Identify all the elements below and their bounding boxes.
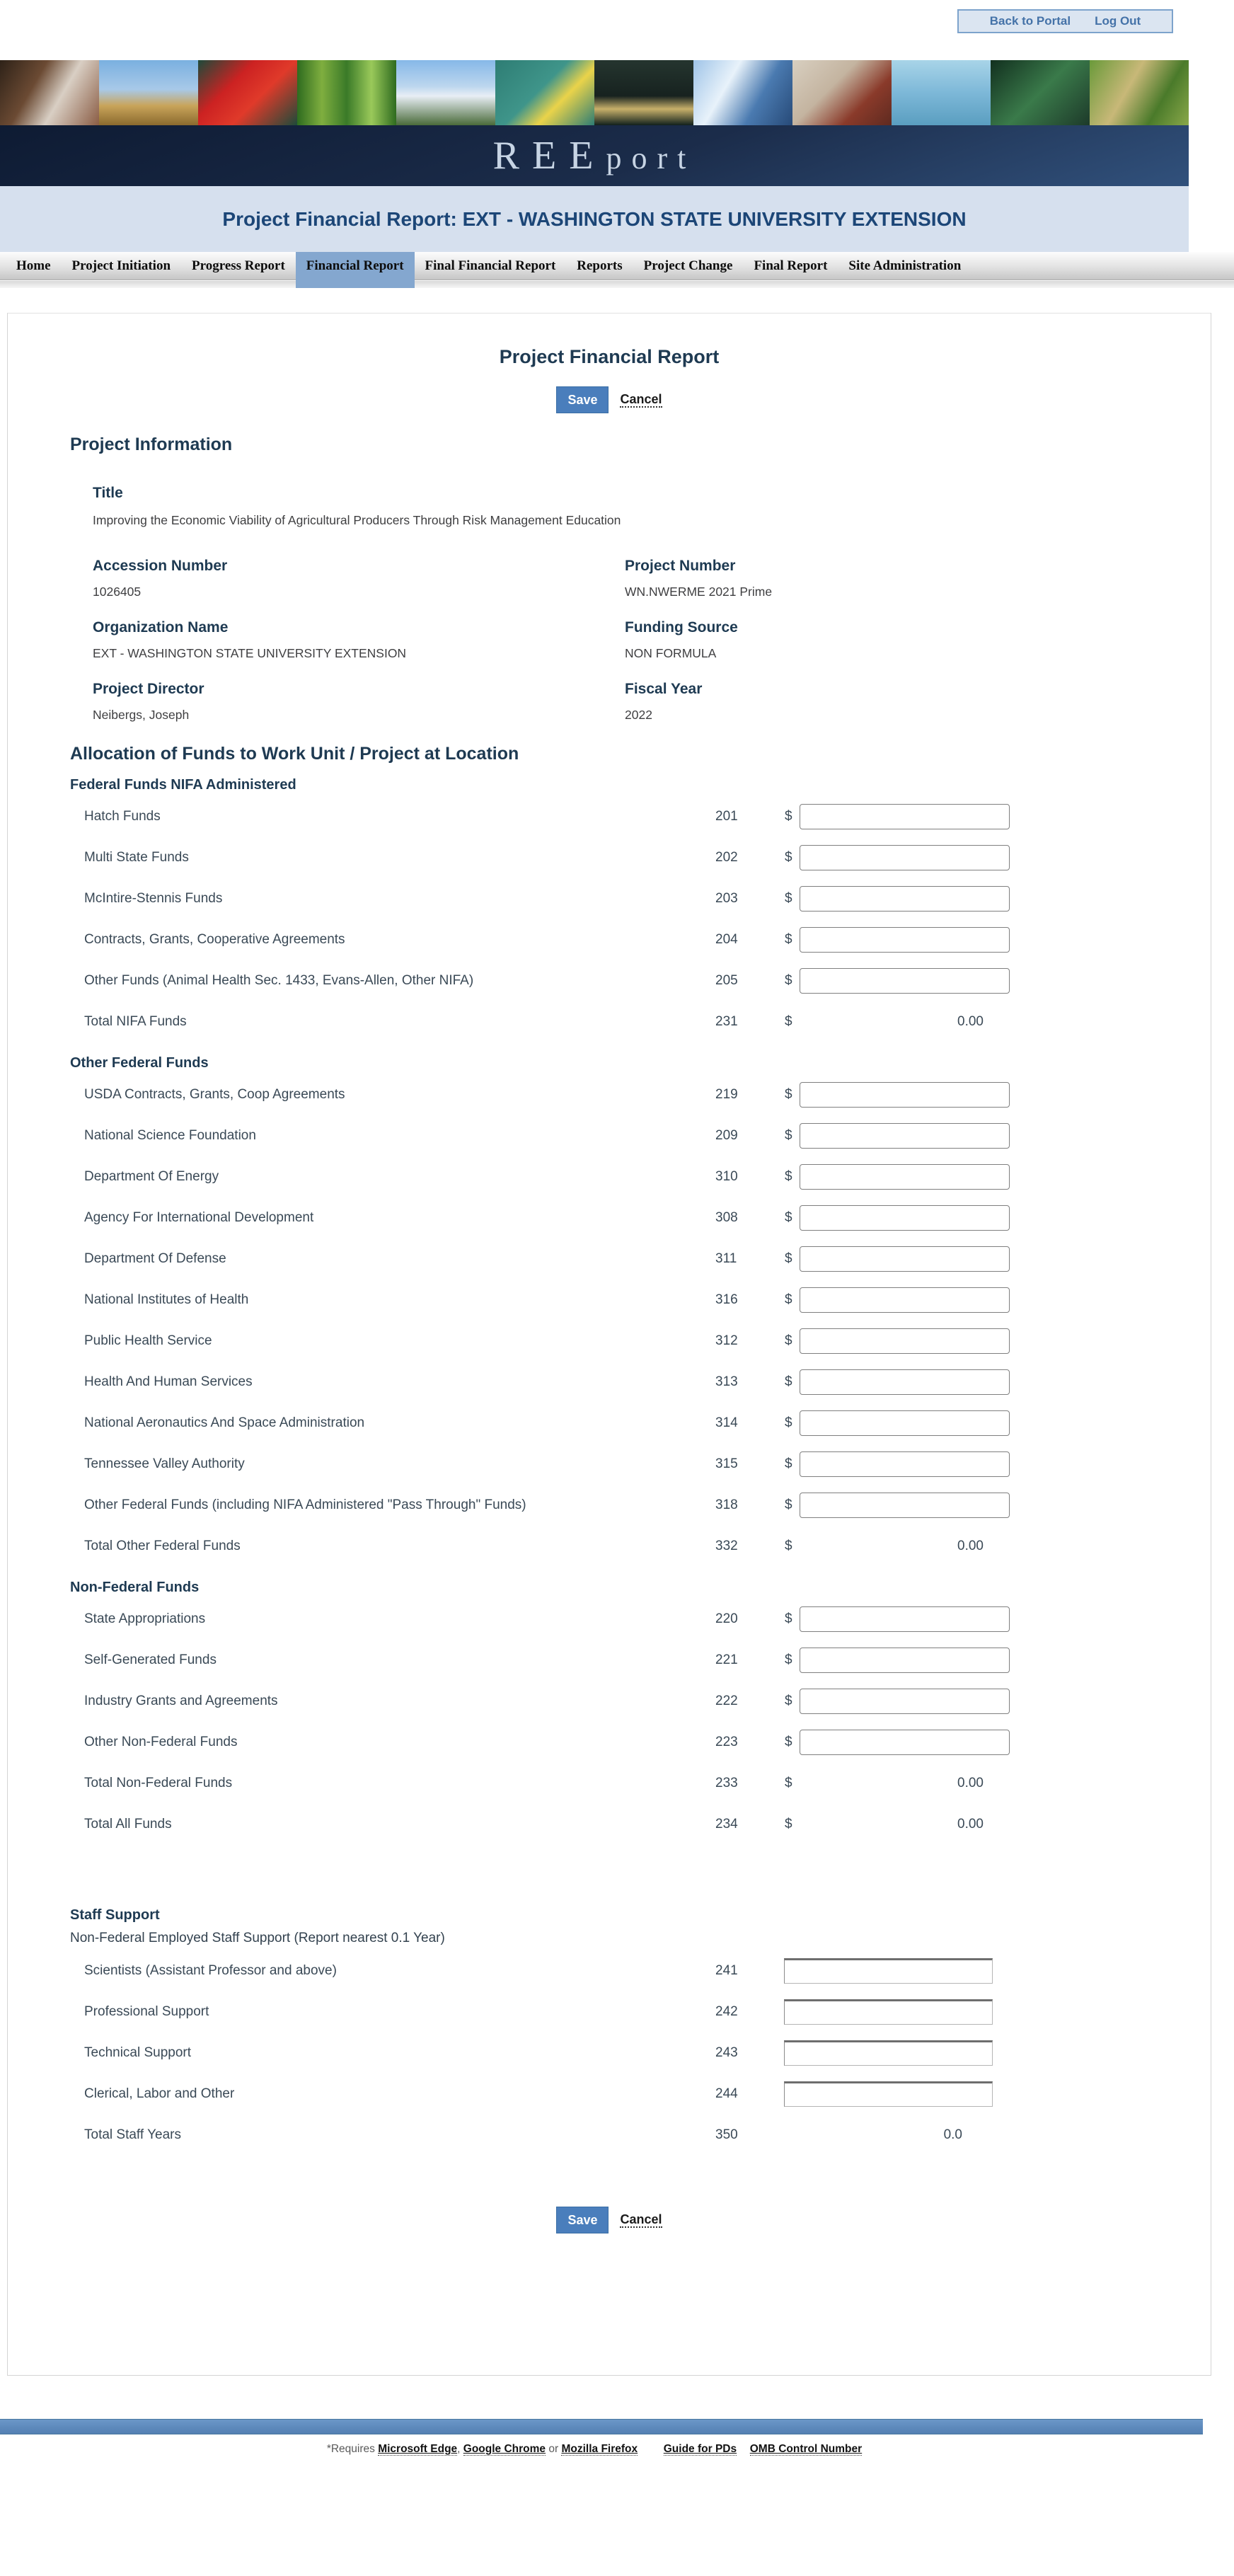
amount-input-312[interactable] bbox=[800, 1328, 1010, 1354]
dollar-sign: $ bbox=[785, 1694, 792, 1708]
nav-item-project-initiation[interactable]: Project Initiation bbox=[71, 258, 171, 273]
fund-row bbox=[8, 837, 1211, 878]
project-fields bbox=[93, 558, 1211, 723]
nav-item-progress-report[interactable]: Progress Report bbox=[192, 258, 285, 273]
log-out-button[interactable]: Log Out bbox=[1095, 14, 1141, 28]
amount-input-202[interactable] bbox=[800, 845, 1010, 870]
fund-row-label: Total All Funds bbox=[84, 1817, 172, 1832]
project-field bbox=[93, 558, 625, 599]
fund-row-label: Self-Generated Funds bbox=[84, 1652, 217, 1667]
dollar-sign: $ bbox=[785, 1539, 792, 1553]
field-label: Accession Number bbox=[93, 558, 228, 574]
fund-row bbox=[8, 1681, 1211, 1722]
amount-input-243[interactable] bbox=[784, 2040, 993, 2066]
fund-code: 233 bbox=[715, 1776, 738, 1790]
amount-input-204[interactable] bbox=[800, 927, 1010, 953]
banner-photo-strip bbox=[0, 60, 1189, 125]
amount-input-316[interactable] bbox=[800, 1287, 1010, 1313]
back-to-portal-button[interactable]: Back to Portal bbox=[989, 14, 1071, 28]
fund-code: 242 bbox=[715, 2004, 738, 2019]
save-row-bottom bbox=[8, 2207, 1211, 2233]
footer-requires-text: *Requires bbox=[326, 2443, 375, 2455]
nav-item-final-report[interactable]: Final Report bbox=[754, 258, 828, 273]
amount-input-205[interactable] bbox=[800, 968, 1010, 994]
amount-input-311[interactable] bbox=[800, 1246, 1010, 1272]
banner-photo-lake bbox=[594, 60, 693, 125]
portal-buttons bbox=[957, 9, 1173, 33]
title-value: Improving the Economic Viability of Agricultural Producers Through Risk Management Education bbox=[93, 513, 621, 527]
fund-row bbox=[8, 1280, 1211, 1321]
cancel-link-top[interactable]: Cancel bbox=[620, 392, 662, 408]
portal-bar bbox=[957, 9, 1173, 33]
amount-input-313[interactable] bbox=[800, 1369, 1010, 1395]
fund-code: 313 bbox=[715, 1374, 738, 1389]
field-value: NON FORMULA bbox=[625, 646, 717, 660]
field-value: WN.NWERME 2021 Prime bbox=[625, 585, 773, 599]
fund-row bbox=[8, 1526, 1211, 1567]
project-field bbox=[625, 619, 1211, 661]
subsection-heading: Federal Funds NIFA Administered bbox=[70, 777, 296, 793]
subsection-heading: Other Federal Funds bbox=[70, 1055, 209, 1071]
nav-item-reports[interactable]: Reports bbox=[577, 258, 623, 273]
fund-row-label: Total Staff Years bbox=[84, 2127, 181, 2142]
fund-row bbox=[8, 2032, 1211, 2074]
fund-code: 315 bbox=[715, 1456, 738, 1471]
fund-row-label: Scientists (Assistant Professor and above) bbox=[84, 1963, 337, 1978]
fund-code: 234 bbox=[715, 1817, 738, 1832]
fund-row-label: Health And Human Services bbox=[84, 1374, 253, 1389]
project-field bbox=[93, 619, 625, 661]
dollar-sign: $ bbox=[785, 1087, 792, 1102]
fund-row-label: State Appropriations bbox=[84, 1611, 206, 1626]
nav-under-strip bbox=[0, 281, 1234, 288]
fund-code: 205 bbox=[715, 973, 738, 988]
dollar-sign: $ bbox=[785, 1817, 792, 1832]
banner bbox=[0, 60, 1189, 252]
fund-code: 241 bbox=[715, 1963, 738, 1978]
fund-code: 308 bbox=[715, 1210, 738, 1225]
fund-row bbox=[8, 1115, 1211, 1156]
fund-code: 316 bbox=[715, 1292, 738, 1307]
fund-row-label: National Science Foundation bbox=[84, 1128, 256, 1143]
banner-photo-farmland bbox=[1090, 60, 1189, 125]
amount-input-209[interactable] bbox=[800, 1123, 1010, 1149]
page-header-title: Project Financial Report: EXT - WASHINGTON STATE UNIVERSITY EXTENSION bbox=[222, 207, 967, 230]
fund-row bbox=[8, 1950, 1211, 1991]
amount-input-318[interactable] bbox=[800, 1493, 1010, 1518]
fund-row-label: Public Health Service bbox=[84, 1333, 212, 1348]
fund-row-label: Technical Support bbox=[84, 2045, 192, 2060]
footer-bar bbox=[0, 2419, 1203, 2434]
title-label: Title bbox=[93, 485, 123, 501]
fund-row-label: Department Of Defense bbox=[84, 1251, 226, 1266]
fund-row bbox=[8, 1599, 1211, 1640]
amount-input-201[interactable] bbox=[800, 804, 1010, 829]
amount-input-314[interactable] bbox=[800, 1410, 1010, 1436]
main-nav bbox=[0, 252, 1234, 280]
field-label: Project Number bbox=[625, 558, 736, 574]
fund-code: 314 bbox=[715, 1415, 738, 1430]
total-value-233: 0.00 bbox=[957, 1776, 984, 1790]
fund-row-label: USDA Contracts, Grants, Coop Agreements bbox=[84, 1087, 345, 1102]
amount-input-219[interactable] bbox=[800, 1082, 1010, 1108]
fund-code: 201 bbox=[715, 809, 738, 824]
fund-row bbox=[8, 1804, 1211, 1845]
save-row-top bbox=[8, 386, 1211, 413]
staff-support-block bbox=[8, 1907, 1211, 2156]
amount-input-242[interactable] bbox=[784, 1999, 993, 2025]
field-label: Funding Source bbox=[625, 619, 738, 636]
fund-row bbox=[8, 1321, 1211, 1362]
amount-input-308[interactable] bbox=[800, 1205, 1010, 1231]
dollar-sign: $ bbox=[785, 1735, 792, 1749]
fund-code: 209 bbox=[715, 1128, 738, 1143]
fund-code: 220 bbox=[715, 1611, 738, 1626]
fund-row-label: Professional Support bbox=[84, 2004, 209, 2019]
fund-code: 243 bbox=[715, 2045, 738, 2060]
footer-link-microsoft-edge[interactable]: Microsoft Edge bbox=[378, 2443, 458, 2455]
dollar-sign: $ bbox=[785, 1128, 792, 1143]
footer-link-mozilla-firefox[interactable]: Mozilla Firefox bbox=[561, 2443, 638, 2455]
banner-photo-mountain bbox=[396, 60, 495, 125]
allocation-heading: Allocation of Funds to Work Unit / Project at Location bbox=[70, 744, 519, 764]
cancel-link-bottom[interactable]: Cancel bbox=[620, 2212, 662, 2229]
form-title: Project Financial Report bbox=[499, 346, 720, 367]
project-information-heading: Project Information bbox=[70, 435, 233, 454]
fund-row-label: Other Funds (Animal Health Sec. 1433, Evans-Allen, Other NIFA) bbox=[84, 973, 474, 988]
banner-photo-fish bbox=[892, 60, 991, 125]
logo-band bbox=[0, 125, 1189, 186]
dollar-sign: $ bbox=[785, 1292, 792, 1307]
fund-code: 202 bbox=[715, 850, 738, 865]
fund-row-label: Clerical, Labor and Other bbox=[84, 2086, 235, 2101]
fund-code: 312 bbox=[715, 1333, 738, 1348]
nav-item-financial-report[interactable]: Financial Report bbox=[296, 252, 415, 288]
fund-row bbox=[8, 1722, 1211, 1763]
fund-row-label: Department Of Energy bbox=[84, 1169, 219, 1184]
fund-row-label: Total Other Federal Funds bbox=[84, 1539, 241, 1553]
fund-row-label: Multi State Funds bbox=[84, 850, 189, 865]
amount-input-220[interactable] bbox=[800, 1606, 1010, 1632]
fund-code: 219 bbox=[715, 1087, 738, 1102]
dollar-sign: $ bbox=[785, 1251, 792, 1266]
banner-photo-forest bbox=[297, 60, 396, 125]
amount-input-315[interactable] bbox=[800, 1451, 1010, 1477]
dollar-sign: $ bbox=[785, 809, 792, 824]
fund-row bbox=[8, 1640, 1211, 1681]
fund-code: 318 bbox=[715, 1497, 738, 1512]
fund-code: 223 bbox=[715, 1735, 738, 1749]
fund-row-label: Hatch Funds bbox=[84, 809, 161, 824]
allocation-sections bbox=[8, 777, 1211, 1845]
total-value-231: 0.00 bbox=[957, 1014, 984, 1029]
dollar-sign: $ bbox=[785, 973, 792, 988]
footer-comma: , bbox=[457, 2443, 461, 2455]
staff-support-subheading: Non-Federal Employed Staff Support (Report nearest 0.1 Year) bbox=[70, 1931, 445, 1945]
fund-row bbox=[8, 1444, 1211, 1485]
footer-link-guide-for-pds[interactable]: Guide for PDs bbox=[663, 2443, 737, 2455]
logo-ree-text: REE bbox=[492, 134, 606, 178]
fund-row bbox=[8, 1001, 1211, 1042]
banner-photo-bird bbox=[495, 60, 594, 125]
field-label: Project Director bbox=[93, 681, 204, 697]
dollar-sign: $ bbox=[785, 1169, 792, 1184]
footer-link-google-chrome[interactable]: Google Chrome bbox=[463, 2443, 546, 2455]
fund-row bbox=[8, 1991, 1211, 2032]
total-value-350: 0.0 bbox=[943, 2127, 962, 2142]
dollar-sign: $ bbox=[785, 1611, 792, 1626]
fund-row bbox=[8, 1156, 1211, 1197]
page-header bbox=[0, 186, 1189, 252]
banner-photo-flowers bbox=[198, 60, 297, 125]
amount-input-222[interactable] bbox=[800, 1689, 1010, 1714]
save-button-top[interactable]: Save bbox=[556, 386, 609, 413]
footer-link-omb-control-number[interactable]: OMB Control Number bbox=[749, 2443, 863, 2455]
dollar-sign: $ bbox=[785, 1210, 792, 1225]
fund-row bbox=[8, 1485, 1211, 1526]
staff-rows bbox=[8, 1950, 1211, 2156]
field-value: EXT - WASHINGTON STATE UNIVERSITY EXTENSION bbox=[93, 646, 407, 660]
amount-input-310[interactable] bbox=[800, 1164, 1010, 1190]
dollar-sign: $ bbox=[785, 850, 792, 865]
fund-row-label: Contracts, Grants, Cooperative Agreements bbox=[84, 932, 345, 947]
dollar-sign: $ bbox=[785, 1652, 792, 1667]
dollar-sign: $ bbox=[785, 1333, 792, 1348]
field-value: 1026405 bbox=[93, 585, 142, 599]
amount-input-203[interactable] bbox=[800, 886, 1010, 912]
total-value-332: 0.00 bbox=[957, 1539, 984, 1553]
fund-code: 310 bbox=[715, 1169, 738, 1184]
amount-input-241[interactable] bbox=[784, 1958, 993, 1984]
fund-row bbox=[8, 1403, 1211, 1444]
project-field bbox=[625, 558, 1211, 599]
amount-input-221[interactable] bbox=[800, 1648, 1010, 1673]
fund-code: 332 bbox=[715, 1539, 738, 1553]
save-button-bottom[interactable]: Save bbox=[556, 2207, 609, 2233]
fund-row bbox=[8, 2074, 1211, 2115]
fund-row-label: National Aeronautics And Space Administration bbox=[84, 1415, 365, 1430]
fund-row bbox=[8, 796, 1211, 837]
amount-input-223[interactable] bbox=[800, 1730, 1010, 1755]
fund-row-label: Total NIFA Funds bbox=[84, 1014, 187, 1029]
content-panel bbox=[7, 313, 1211, 2376]
fund-row-label: Tennessee Valley Authority bbox=[84, 1456, 245, 1471]
project-field bbox=[625, 681, 1211, 723]
fund-code: 221 bbox=[715, 1652, 738, 1667]
project-field bbox=[93, 681, 625, 723]
fund-row-label: National Institutes of Health bbox=[84, 1292, 249, 1307]
project-information-block bbox=[93, 485, 1211, 723]
nav-item-site-administration[interactable]: Site Administration bbox=[848, 258, 962, 273]
banner-photo-scientist bbox=[0, 60, 99, 125]
dollar-sign: $ bbox=[785, 932, 792, 947]
field-label: Organization Name bbox=[93, 619, 229, 636]
fund-code: 231 bbox=[715, 1014, 738, 1029]
fund-row-label: Industry Grants and Agreements bbox=[84, 1694, 278, 1708]
fund-code: 244 bbox=[715, 2086, 738, 2101]
dollar-sign: $ bbox=[785, 1374, 792, 1389]
staff-support-heading: Staff Support bbox=[70, 1907, 160, 1923]
nav-item-project-change[interactable]: Project Change bbox=[643, 258, 733, 273]
fund-code: 311 bbox=[715, 1251, 737, 1266]
fund-row-label: Other Non-Federal Funds bbox=[84, 1735, 238, 1749]
dollar-sign: $ bbox=[785, 1415, 792, 1430]
fund-row bbox=[8, 1362, 1211, 1403]
fund-code: 222 bbox=[715, 1694, 738, 1708]
footer-or-text: or bbox=[548, 2443, 559, 2455]
footer bbox=[0, 2443, 1189, 2456]
fund-code: 350 bbox=[715, 2127, 738, 2142]
fund-row-label: McIntire-Stennis Funds bbox=[84, 891, 223, 906]
dollar-sign: $ bbox=[785, 1014, 792, 1029]
field-value: 2022 bbox=[625, 708, 652, 722]
banner-photo-excavator bbox=[99, 60, 198, 125]
reeport-logo bbox=[493, 136, 696, 176]
fund-row bbox=[8, 919, 1211, 960]
dollar-sign: $ bbox=[785, 1497, 792, 1512]
fund-row-label: Other Federal Funds (including NIFA Administered "Pass Through" Funds) bbox=[84, 1497, 526, 1512]
nav-item-final-financial-report[interactable]: Final Financial Report bbox=[425, 258, 556, 273]
dollar-sign: $ bbox=[785, 891, 792, 906]
fund-row bbox=[8, 1238, 1211, 1280]
field-value: Neibergs, Joseph bbox=[93, 708, 190, 722]
fund-row-label: Agency For International Development bbox=[84, 1210, 314, 1225]
fund-row bbox=[8, 1074, 1211, 1115]
field-label: Fiscal Year bbox=[625, 681, 703, 697]
dollar-sign: $ bbox=[785, 1776, 792, 1790]
logo-port-text: port bbox=[606, 141, 696, 176]
fund-row bbox=[8, 2115, 1211, 2156]
total-value-234: 0.00 bbox=[957, 1817, 984, 1832]
dollar-sign: $ bbox=[785, 1456, 792, 1471]
fund-row bbox=[8, 878, 1211, 919]
fund-row-label: Total Non-Federal Funds bbox=[84, 1776, 233, 1790]
banner-photo-microscope bbox=[792, 60, 892, 125]
fund-row bbox=[8, 960, 1211, 1001]
fund-code: 203 bbox=[715, 891, 738, 906]
banner-photo-leaf bbox=[991, 60, 1090, 125]
nav-item-home[interactable]: Home bbox=[16, 258, 51, 273]
fund-code: 204 bbox=[715, 932, 738, 947]
fund-row bbox=[8, 1197, 1211, 1238]
banner-photo-waterfall bbox=[693, 60, 792, 125]
subsection-heading: Non-Federal Funds bbox=[70, 1580, 200, 1595]
amount-input-244[interactable] bbox=[784, 2081, 993, 2107]
fund-row bbox=[8, 1763, 1211, 1804]
